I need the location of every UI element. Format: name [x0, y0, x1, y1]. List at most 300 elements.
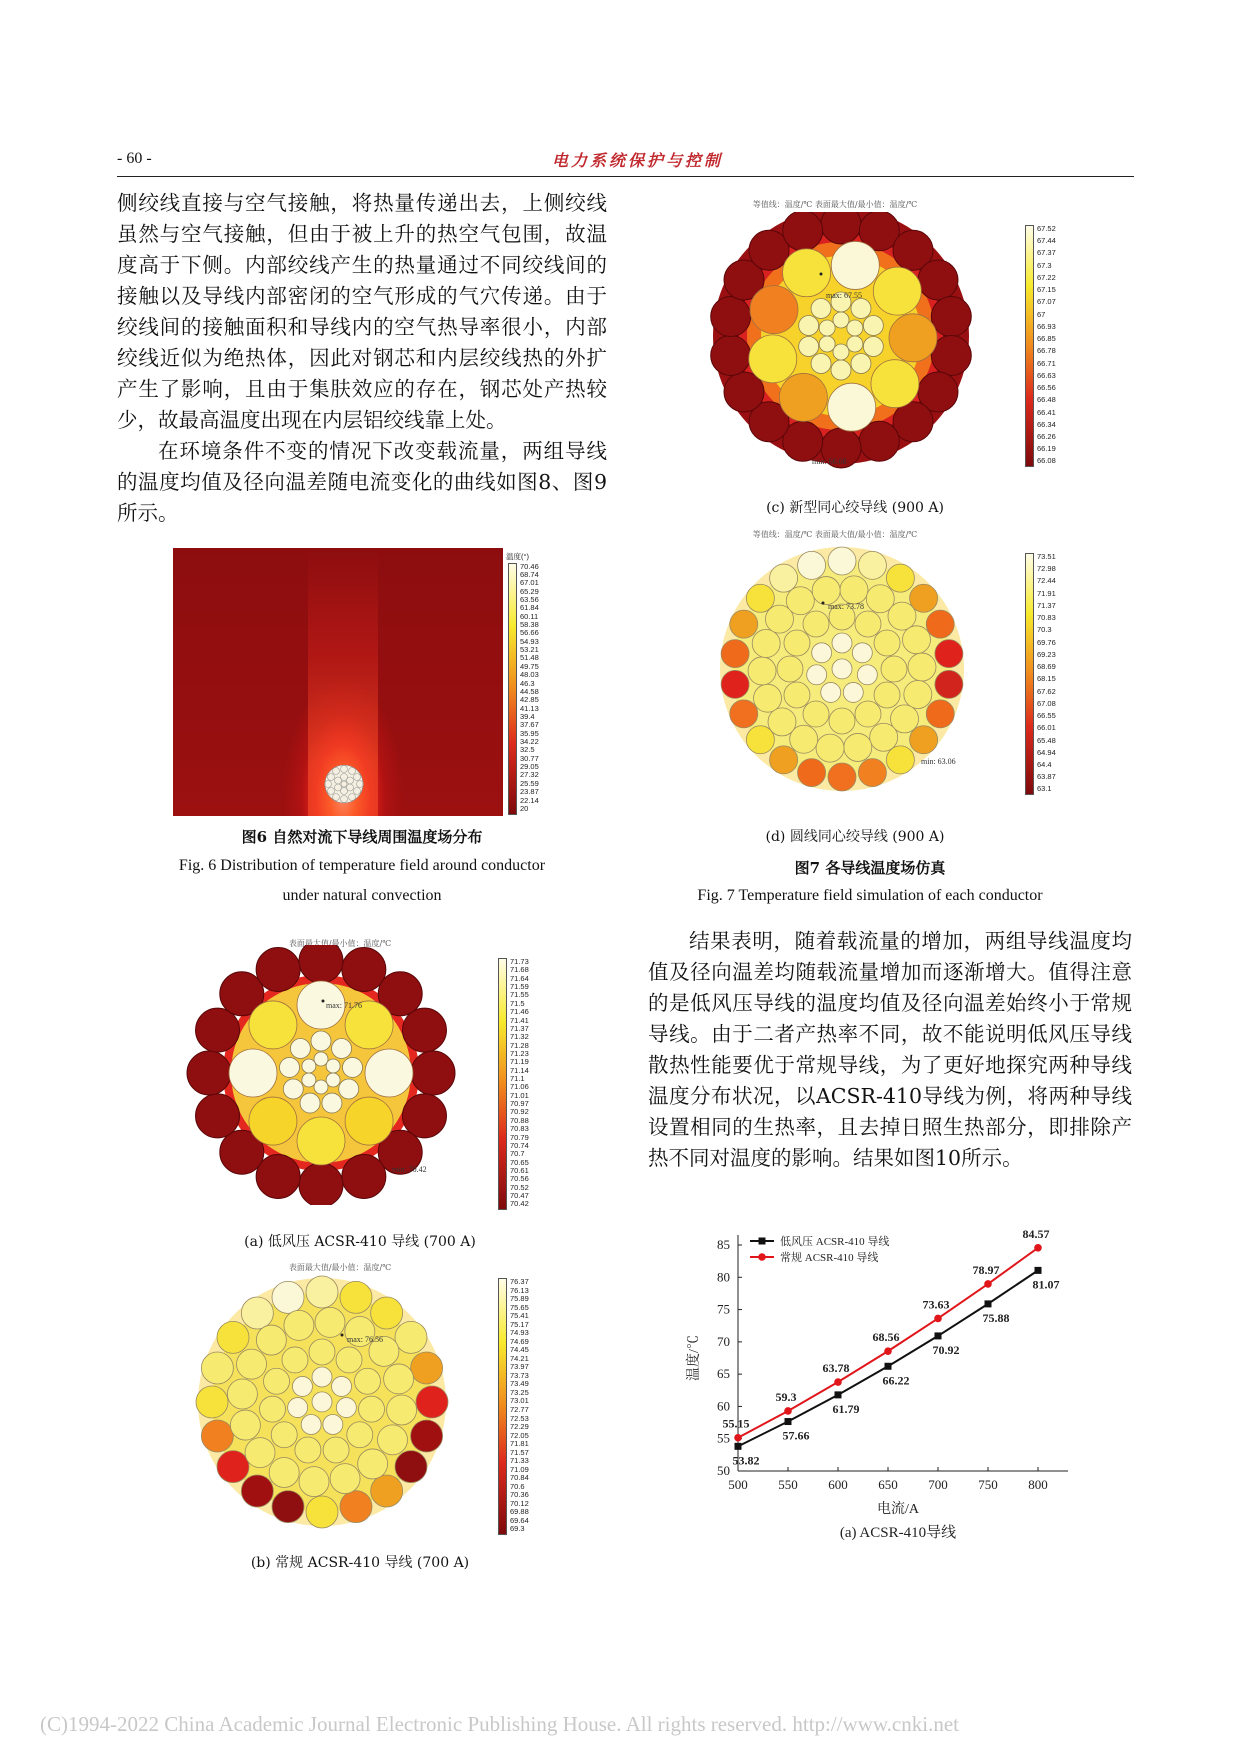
colorbar-tick-label: 32.5 — [520, 745, 535, 755]
x-tick-label: 600 — [828, 1477, 848, 1492]
colorbar-tick-label: 75.17 — [510, 1319, 529, 1329]
strand — [387, 1395, 417, 1425]
data-label: 70.92 — [932, 1342, 960, 1357]
colorbar-tick-label: 22.14 — [520, 795, 539, 805]
strand — [284, 1310, 314, 1340]
strand — [345, 1097, 393, 1145]
strand — [784, 682, 810, 708]
strand — [279, 1057, 299, 1077]
colorbar-tick-label: 71.57 — [510, 1447, 529, 1457]
strand — [832, 659, 852, 679]
fig7d-plot-title: 等值线：温度/℃ 表面最大值/最小值：温度/℃ — [752, 530, 918, 539]
strand — [847, 320, 863, 336]
colorbar-tick-label: 70.83 — [1037, 613, 1056, 623]
colorbar-tick-label: 66.85 — [1037, 334, 1056, 344]
data-label: 81.07 — [1032, 1277, 1060, 1292]
colorbar-tick-label: 70.42 — [510, 1199, 529, 1209]
fig6-caption-cn: 图6 自然对流下导线周围温度场分布 — [241, 828, 483, 846]
chart-caption: (a) ACSR-410导线 — [839, 1525, 957, 1541]
strand — [783, 212, 823, 251]
colorbar-tick-label: 35.95 — [520, 728, 539, 738]
colorbar-tick-label: 73.97 — [510, 1362, 529, 1372]
strand — [777, 656, 803, 682]
strand — [770, 746, 798, 774]
colorbar-tick-label: 30.77 — [520, 753, 539, 763]
strand — [322, 1093, 342, 1113]
strand — [855, 701, 881, 727]
figa-cross-section — [186, 945, 456, 1205]
colorbar-tick-label: 71.1 — [510, 1074, 525, 1084]
colorbar-tick-label: 68.74 — [520, 569, 539, 579]
strand — [342, 948, 386, 992]
series-line — [738, 1270, 1038, 1446]
data-label: 73.63 — [922, 1297, 950, 1312]
strand — [812, 643, 832, 663]
strand — [811, 298, 831, 318]
strand — [300, 1093, 320, 1113]
colorbar-tick-label: 67.37 — [1037, 248, 1056, 258]
strand — [299, 1467, 329, 1497]
x-tick-label: 550 — [778, 1477, 798, 1492]
colorbar-tick-label: 67.01 — [520, 578, 539, 588]
strand — [411, 1051, 455, 1095]
figb-colorbar — [498, 1278, 529, 1535]
colorbar-tick-label: 71.91 — [1037, 588, 1056, 598]
fig6-caption-en-2: under natural convection — [282, 887, 442, 904]
colorbar-tick-label: 70.92 — [510, 1107, 529, 1117]
colorbar-tick-label: 66.93 — [1037, 321, 1056, 331]
data-point — [835, 1391, 842, 1398]
strand — [347, 1422, 373, 1448]
colorbar-tick-label: 63.87 — [1037, 772, 1056, 782]
strand — [798, 759, 826, 787]
x-axis-label: 电流/A — [877, 1502, 919, 1517]
strand — [748, 657, 776, 685]
series-1 — [723, 1227, 1050, 1442]
strand — [264, 1368, 290, 1394]
strand — [786, 587, 814, 615]
line-chart — [680, 1225, 1100, 1555]
strand — [852, 643, 872, 663]
y-tick-label: 75 — [717, 1301, 730, 1317]
strand — [330, 1464, 360, 1494]
strand — [384, 1364, 414, 1394]
colorbar-tick-label: 69.64 — [510, 1515, 529, 1525]
colorbar-tick-label: 66.19 — [1037, 444, 1056, 454]
colorbar-tick-label: 73.49 — [510, 1379, 529, 1389]
colorbar-tick-label: 56.66 — [520, 628, 539, 638]
strand — [402, 1008, 446, 1052]
data-point — [734, 1434, 742, 1442]
strand — [377, 1425, 407, 1455]
strand — [931, 297, 971, 337]
colorbar-tick-label: 66.08 — [1037, 456, 1056, 466]
data-label: 66.22 — [882, 1373, 910, 1388]
figb-colorbar-labels — [510, 1278, 529, 1533]
colorbar-tick-label: 70.3 — [1037, 625, 1052, 635]
colorbar-tick-label: 73.73 — [510, 1370, 529, 1380]
strand — [754, 684, 782, 712]
colorbar-tick-label: 71.68 — [510, 965, 529, 975]
data-point — [784, 1407, 792, 1415]
colorbar-tick-label: 70.56 — [510, 1174, 529, 1184]
data-label: 53.82 — [732, 1453, 760, 1468]
colorbar-tick-label: 70.79 — [510, 1132, 529, 1142]
journal-title: 电力系统保护与控制 — [552, 151, 724, 170]
strand — [843, 682, 863, 702]
strand — [863, 315, 883, 335]
colorbar-tick-label: 71.59 — [510, 982, 529, 992]
strand — [336, 1347, 362, 1373]
fig7c-cross-section — [708, 212, 978, 472]
colorbar-tick-label: 71.32 — [510, 1032, 529, 1042]
strand — [309, 1339, 335, 1365]
strand — [272, 1281, 304, 1313]
fig6-heatmap — [173, 548, 503, 816]
strand — [730, 700, 758, 728]
strand — [249, 1001, 297, 1049]
y-tick-label: 85 — [717, 1237, 730, 1252]
colorbar-tick-label: 61.84 — [520, 603, 539, 613]
data-label: 61.79 — [832, 1401, 860, 1416]
strand — [196, 1008, 240, 1052]
colorbar-tick-label: 72.05 — [510, 1430, 529, 1440]
fig6-conductor — [323, 763, 365, 805]
colorbar-tick-label: 70.74 — [510, 1140, 529, 1150]
strand — [750, 286, 798, 334]
colorbar-tick-label: 71.46 — [510, 1007, 529, 1017]
fig7d-min-label: min: 63.06 — [921, 757, 956, 766]
colorbar-tick-label: 71.33 — [510, 1456, 529, 1466]
data-point — [935, 1332, 942, 1339]
strand — [926, 610, 954, 638]
strand — [314, 1080, 328, 1094]
strand — [256, 1154, 300, 1198]
colorbar-tick-label: 64.94 — [1037, 747, 1056, 757]
strand — [798, 551, 826, 579]
strand — [343, 1057, 363, 1077]
colorbar-tick-label: 70.7 — [510, 1149, 525, 1159]
y-tick-label: 70 — [717, 1333, 730, 1349]
strand — [323, 1415, 343, 1435]
figb-max-label: max: 76.56 — [347, 1335, 383, 1344]
strand — [230, 1410, 260, 1440]
data-point — [985, 1300, 992, 1307]
strand — [833, 312, 849, 328]
strand — [301, 1415, 321, 1435]
colorbar-tick-label: 71.01 — [510, 1090, 529, 1100]
paragraph: 在环境条件不变的情况下改变载流量，两组导线的温度均值及径向温差随电流变化的曲线如图8、图9所示。 — [117, 439, 607, 525]
fig7d-colorbar-labels — [1037, 553, 1056, 793]
figa-max-label: max: 71.76 — [326, 1001, 362, 1010]
colorbar-tick-label: 66.63 — [1037, 370, 1056, 380]
strand — [395, 1451, 427, 1483]
colorbar-tick-label: 37.67 — [520, 720, 539, 730]
strand — [411, 1420, 443, 1452]
colorbar-tick-label: 67.22 — [1037, 272, 1056, 282]
data-point — [785, 1418, 792, 1425]
figa-plot-title: 表面最大值/最小值：温度/℃ — [288, 939, 392, 948]
strand — [201, 1352, 233, 1384]
colorbar-tick-label: 70.12 — [510, 1498, 529, 1508]
strand — [908, 653, 936, 681]
colorbar-tick-label: 72.29 — [510, 1422, 529, 1432]
strand — [416, 1386, 448, 1418]
colorbar-tick-label: 71.81 — [510, 1439, 529, 1449]
strand — [269, 1457, 299, 1487]
strand — [784, 630, 810, 656]
strand — [904, 681, 932, 709]
strand — [855, 611, 881, 637]
strand — [245, 1438, 275, 1468]
colorbar-tick-label: 69.88 — [510, 1507, 529, 1517]
colorbar-tick-label: 42.85 — [520, 695, 539, 705]
colorbar-tick-label: 71.73 — [510, 957, 529, 966]
fig7c-plot-title: 等值线：温度/℃ 表面最大值/最小值：温度/℃ — [752, 200, 918, 209]
strand — [306, 1276, 338, 1308]
strand — [779, 373, 827, 421]
legend-label: 常规 ACSR-410 导线 — [780, 1252, 879, 1264]
strand — [302, 1073, 316, 1087]
colorbar-tick-label: 70.46 — [520, 561, 539, 571]
data-point — [735, 1443, 742, 1450]
strand — [926, 700, 954, 728]
strand — [314, 1052, 328, 1066]
strand — [332, 1376, 352, 1396]
figb-cross-section — [190, 1272, 460, 1534]
colorbar-tick-label: 74.93 — [510, 1328, 529, 1338]
colorbar-tick-label: 72.53 — [510, 1413, 529, 1423]
strand — [340, 1281, 372, 1313]
strand — [816, 734, 844, 762]
strand — [918, 260, 958, 300]
colorbar-tick-label: 25.59 — [520, 778, 539, 788]
colorbar-tick-label: 71.23 — [510, 1048, 529, 1058]
colorbar-tick-label: 71.19 — [510, 1057, 529, 1067]
strand — [931, 335, 971, 375]
strand — [315, 1307, 345, 1337]
strand — [752, 629, 780, 657]
fig7-caption-en: Fig. 7 Temperature field simulation of each conductor — [697, 887, 1043, 904]
fig7c-colorbar-gradient — [1025, 225, 1034, 467]
figb-plot-title: 表面最大值/最小值：温度/℃ — [288, 1263, 392, 1272]
strand — [249, 1097, 297, 1145]
colorbar-tick-label: 29.05 — [520, 762, 539, 772]
data-point — [834, 1378, 842, 1386]
strand — [395, 1321, 427, 1353]
strand — [935, 640, 963, 668]
colorbar-tick-label: 66.55 — [1037, 711, 1056, 721]
strand — [290, 1038, 310, 1058]
colorbar-tick-label: 73.51 — [1037, 552, 1056, 561]
strand — [833, 344, 849, 360]
strand — [292, 1376, 312, 1396]
strand — [803, 611, 829, 637]
colorbar-tick-label: 63.1 — [1037, 784, 1052, 794]
data-point — [884, 1347, 892, 1355]
strand — [863, 337, 883, 357]
copyright-footer: (C)1994-2022 China Academic Journal Electronic Publishing House. All rights reserved. http://www.cnki.net — [40, 1712, 959, 1736]
strand — [828, 383, 876, 431]
colorbar-tick-label: 27.32 — [520, 770, 539, 780]
strand — [829, 708, 855, 734]
strand — [886, 746, 914, 774]
colorbar-tick-label: 48.03 — [520, 670, 539, 680]
y-tick-label: 50 — [717, 1463, 730, 1478]
data-point — [984, 1280, 992, 1288]
colorbar-tick-label: 66.71 — [1037, 358, 1056, 368]
colorbar-tick-label: 71.41 — [510, 1015, 529, 1025]
strand — [217, 1451, 249, 1483]
strand — [297, 1117, 345, 1165]
fig7c-colorbar — [1025, 225, 1056, 467]
colorbar-tick-label: 71.14 — [510, 1065, 529, 1075]
page-number: - 60 - — [117, 150, 152, 167]
fig7c-colorbar-labels — [1037, 225, 1056, 465]
colorbar-tick-label: 71.37 — [1037, 600, 1056, 610]
strand — [831, 241, 879, 289]
strand — [340, 1491, 372, 1523]
strand — [371, 1297, 403, 1329]
strand — [873, 267, 921, 315]
colorbar-tick-label: 53.21 — [520, 645, 539, 655]
strand — [819, 320, 835, 336]
strand — [888, 602, 916, 630]
colorbar-tick-label: 72.44 — [1037, 576, 1056, 586]
strand — [311, 1031, 331, 1051]
colorbar-tick-label: 70.88 — [510, 1115, 529, 1125]
strand — [326, 1059, 340, 1073]
strand — [858, 759, 886, 787]
colorbar-tick-label: 39.4 — [520, 711, 535, 721]
colorbar-tick-label: 71.55 — [510, 990, 529, 1000]
data-label: 78.97 — [972, 1262, 1000, 1277]
strand — [358, 1449, 388, 1479]
fig6-colorbar-labels — [520, 563, 539, 813]
strand — [282, 1347, 308, 1373]
strand — [910, 726, 938, 754]
strand — [799, 315, 819, 335]
colorbar-tick-label: 46.3 — [520, 678, 535, 688]
colorbar-tick-label: 72.98 — [1037, 564, 1056, 574]
strand — [803, 701, 829, 727]
strand — [889, 314, 937, 362]
strand — [746, 584, 774, 612]
colorbar-tick-label: 66.48 — [1037, 395, 1056, 405]
strand — [229, 1049, 277, 1097]
strand — [241, 1297, 273, 1329]
colorbar-tick-label: 64.4 — [1037, 759, 1052, 769]
strand — [201, 1420, 233, 1452]
data-point — [1035, 1267, 1042, 1274]
strand — [299, 945, 343, 983]
colorbar-tick-label: 67.3 — [1037, 260, 1052, 270]
strand — [730, 610, 758, 638]
x-tick-label: 700 — [928, 1477, 948, 1492]
colorbar-tick-label: 67.08 — [1037, 698, 1056, 708]
data-label: 75.88 — [982, 1310, 1010, 1325]
strand — [935, 670, 963, 698]
colorbar-tick-label: 72.77 — [510, 1404, 529, 1414]
figa-caption: (a) 低风压 ACSR-410 导线 (700 A) — [244, 1234, 476, 1250]
strand — [768, 708, 796, 736]
colorbar-tick-label: 69.23 — [1037, 649, 1056, 659]
colorbar-tick-label: 73.01 — [510, 1396, 529, 1406]
strand — [811, 354, 831, 374]
strand — [217, 1321, 249, 1353]
data-label: 59.3 — [775, 1389, 797, 1404]
data-label: 55.15 — [722, 1416, 750, 1431]
colorbar-tick-label: 67.15 — [1037, 285, 1056, 295]
data-point — [934, 1315, 942, 1323]
strand — [339, 1079, 359, 1099]
strand — [196, 1386, 228, 1418]
colorbar-tick-label: 70.36 — [510, 1490, 529, 1500]
strand — [783, 249, 831, 297]
legend-label: 低风压 ACSR-410 导线 — [780, 1236, 890, 1248]
fig6-caption-en-1: Fig. 6 Distribution of temperature field around conductor — [178, 857, 546, 874]
strand — [237, 1349, 267, 1379]
data-point — [1034, 1244, 1042, 1252]
strand — [196, 1094, 240, 1138]
data-label: 68.56 — [872, 1330, 900, 1345]
colorbar-tick-label: 66.01 — [1037, 723, 1056, 733]
colorbar-tick-label: 34.22 — [520, 737, 539, 747]
strand — [770, 564, 798, 592]
colorbar-tick-label: 65.29 — [520, 586, 539, 596]
colorbar-tick-label: 67.62 — [1037, 686, 1056, 696]
colorbar-tick-label: 75.41 — [510, 1311, 529, 1321]
x-tick-label: 500 — [728, 1477, 748, 1492]
chart-legend — [750, 1234, 889, 1264]
colorbar-tick-label: 70.47 — [510, 1191, 529, 1201]
strand — [288, 1398, 308, 1418]
strand — [828, 763, 856, 791]
strand — [711, 335, 751, 375]
strand — [187, 1051, 231, 1095]
colorbar-tick-label: 60.11 — [520, 611, 539, 621]
strand — [799, 337, 819, 357]
colorbar-tick-label: 70.65 — [510, 1157, 529, 1167]
colorbar-tick-label: 70.83 — [510, 1124, 529, 1134]
paragraph: 侧绞线直接与空气接触，将热量传递出去，上侧绞线虽然与空气接触，但由于被上升的热空气包围，故温度高于下侧。内部绞线产生的热量通过不同绞线间的接触以及导线内部密闭的空气形成的气穴传递。由于绞线间的接触面积和导线内的空气热导率很小，内部绞线近似为绝热体，因此对钢芯和内层绞线热的外扩产生了影响，且由于集肤效应的存在，钢芯处产热较少，故最高温度出现在内层铝绞线靠上处。 — [117, 191, 607, 432]
strand — [831, 360, 851, 380]
colorbar-tick-label: 73.25 — [510, 1387, 529, 1397]
strand — [886, 564, 914, 592]
y-tick-label: 60 — [717, 1398, 730, 1414]
strand — [354, 1368, 380, 1394]
strand — [260, 1396, 286, 1422]
figa-colorbar-gradient — [498, 958, 507, 1210]
strand — [807, 665, 827, 685]
strand — [840, 576, 868, 604]
strand — [844, 733, 872, 761]
colorbar-tick-label: 66.41 — [1037, 407, 1056, 417]
figa-min-label: min: 70.42 — [392, 1165, 427, 1174]
strand — [295, 1437, 321, 1463]
colorbar-tick-label: 68.15 — [1037, 674, 1056, 684]
strand — [299, 1163, 343, 1205]
colorbar-tick-label: 76.13 — [510, 1285, 529, 1295]
strand — [857, 665, 877, 685]
strand — [411, 1352, 443, 1384]
colorbar-tick-label: 51.48 — [520, 653, 539, 663]
x-tick-label: 650 — [878, 1477, 898, 1492]
fig7d-cross-section — [708, 541, 978, 801]
x-tick-label: 800 — [1028, 1477, 1048, 1492]
strand — [306, 1496, 338, 1528]
fig7c-min-label: min: 66.08 — [812, 457, 847, 466]
